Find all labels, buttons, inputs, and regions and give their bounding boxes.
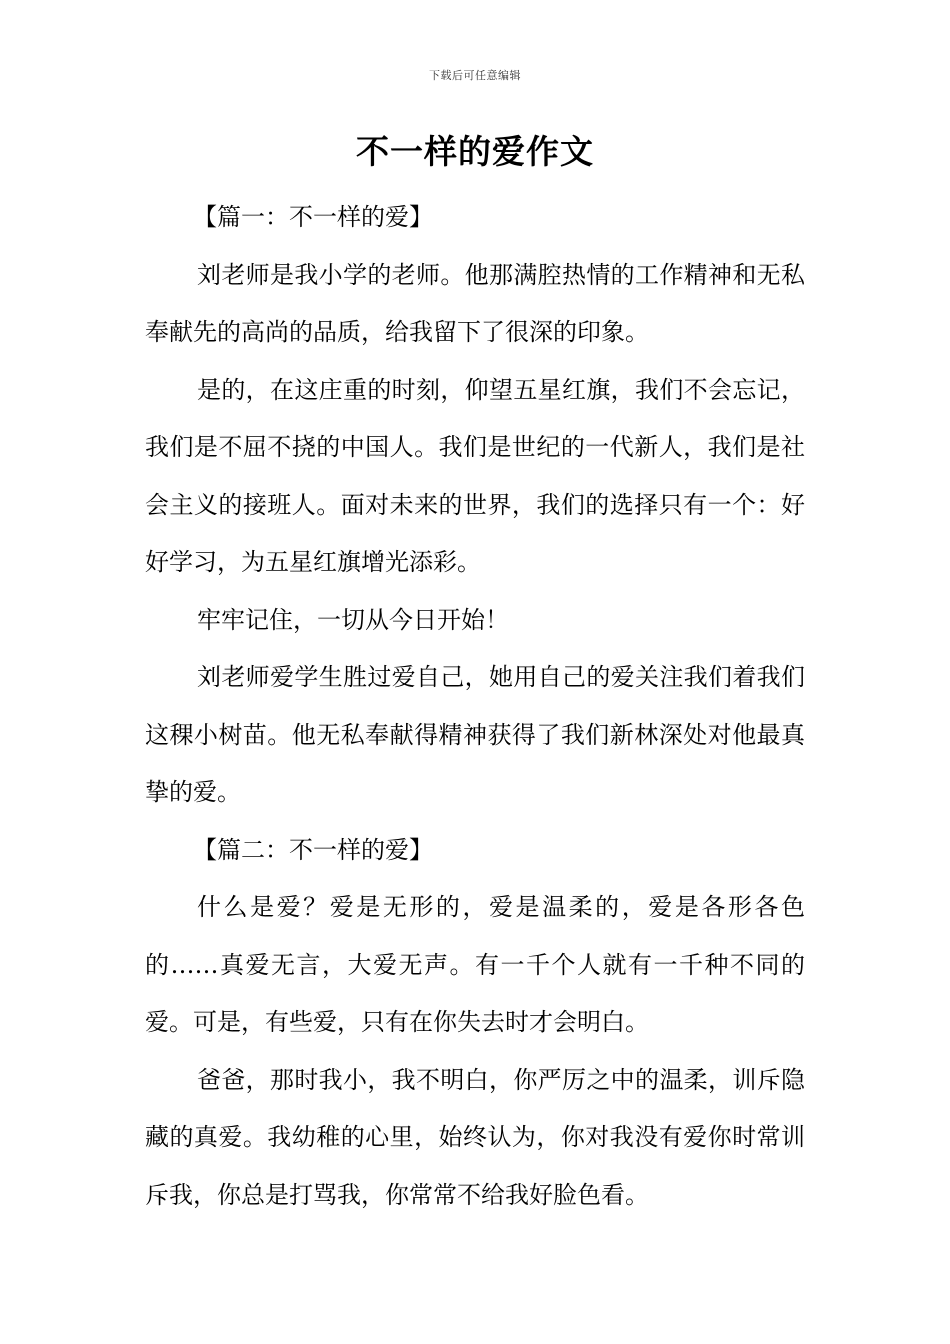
paragraph: 刘老师是我小学的老师。他那满腔热情的工作精神和无私奉献先的高尚的品质，给我留下了很深的印象。 — [145, 260, 805, 346]
paragraph: 刘老师爱学生胜过爱自己，她用自己的爱关注我们着我们这稞小树苗。他无私奉献得精神获得了我们新林深处对他最真挚的爱。 — [145, 663, 805, 806]
section-heading: 【篇二：不一样的爱】 — [193, 835, 433, 864]
paragraph: 什么是爱？爱是无形的，爱是温柔的，爱是各形各色的……真爱无言，大爱无声。有一千个人就有一千种不同的爱。可是，有些爱，只有在你失去时才会明白。 — [145, 893, 805, 1036]
paragraph: 牢牢记住，一切从今日开始！ — [197, 605, 509, 634]
page-title: 不一样的爱作文 — [356, 132, 594, 171]
paragraph: 是的，在这庄重的时刻，仰望五星红旗，我们不会忘记，我们是不屈不挠的中国人。我们是世纪的一代新人，我们是社会主义的接班人。面对未来的世界，我们的选择只有一个：好好学习，为五星红旗增光添彩。 — [145, 375, 805, 576]
document-body — [145, 189, 805, 1224]
paragraph: 爸爸，那时我小，我不明白，你严厉之中的温柔，训斥隐藏的真爱。我幼稚的心里，始终认为，你对我没有爱你时常训斥我，你总是打骂我，你常常不给我好脸色看。 — [145, 1065, 805, 1209]
section-heading: 【篇一：不一样的爱】 — [193, 203, 433, 231]
header-note: 下载后可任意编辑 — [429, 69, 521, 82]
